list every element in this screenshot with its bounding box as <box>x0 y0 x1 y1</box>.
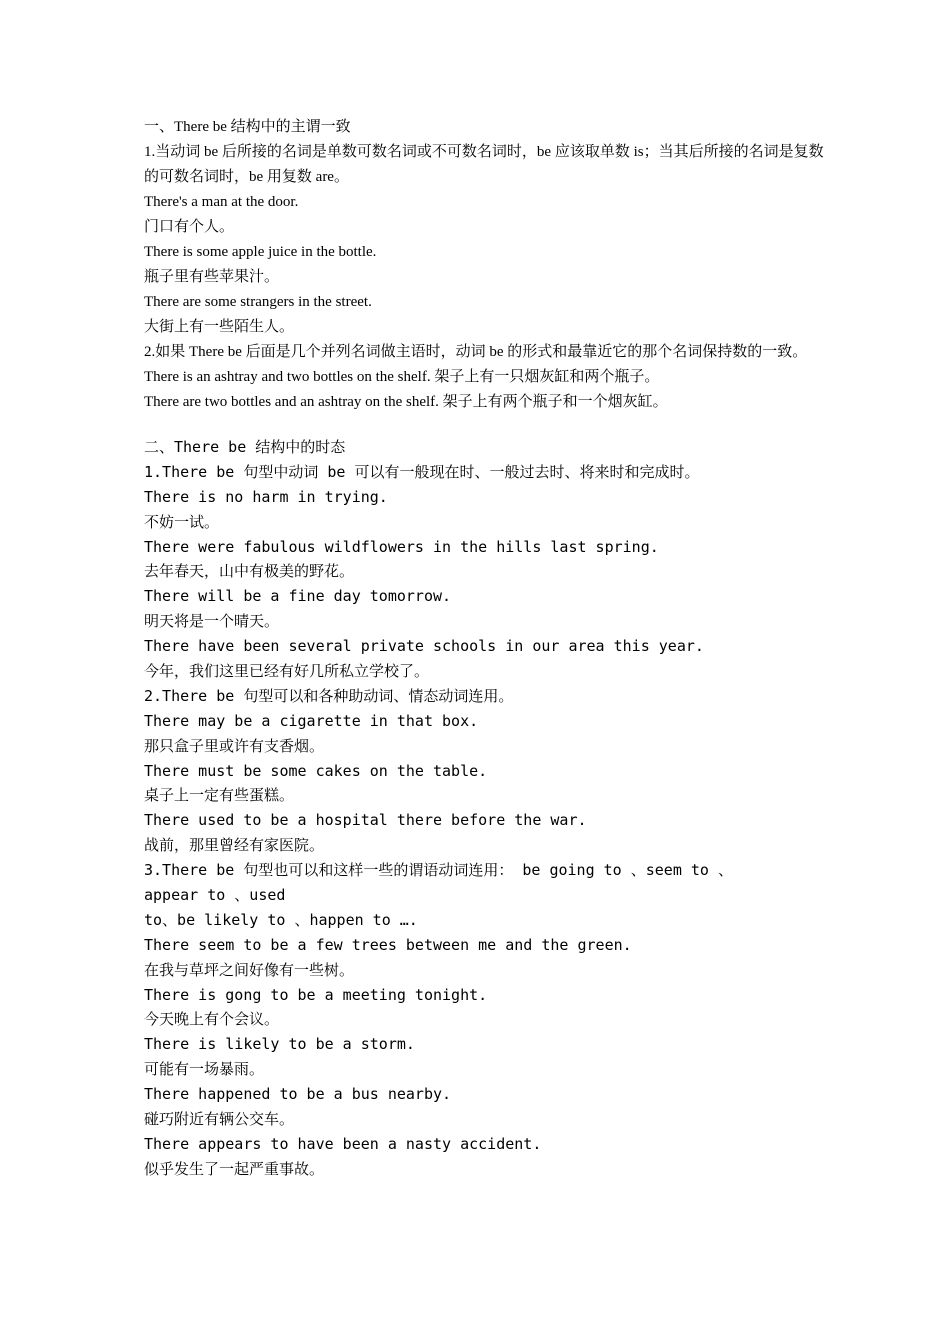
rule-paragraph: 2.如果 There be 后面是几个并列名词做主语时，动词 be 的形式和最靠近它的那个名词保持数的一致。 <box>144 344 808 360</box>
text-line: There used to be a hospital there before the war. <box>144 811 587 830</box>
text-line: 3.There be 句型也可以和这样一些的谓语动词连用： be going to 、seem to 、 <box>144 861 733 880</box>
example-line: 门口有个人。 <box>144 219 235 235</box>
text-line: 今天晚上有个会议。 <box>144 1010 280 1029</box>
text-line: 桌子上一定有些蛋糕。 <box>144 786 295 805</box>
text-line: to、be likely to 、happen to …. <box>144 910 418 929</box>
text-line: appear to 、used <box>144 886 286 905</box>
example-line: There's a man at the door. <box>144 194 299 210</box>
text-line: 2.There be 句型可以和各种助动词、情态动词连用。 <box>144 686 514 705</box>
text-line: There were fabulous wildflowers in the hills last spring. <box>144 537 659 556</box>
text-line: 在我与草坪之间好像有一些树。 <box>144 960 355 979</box>
example-line: There is an ashtray and two bottles on the shelf. 架子上有一只烟灰缸和两个瓶子。 <box>144 369 660 385</box>
text-line: There have been several private schools in our area this year. <box>144 637 704 656</box>
section-heading: 一、There be 结构中的主谓一致 <box>144 119 351 135</box>
text-line: 1.There be 句型中动词 be 可以有一般现在时、一般过去时、将来时和完成时。 <box>144 462 700 481</box>
text-line: There will be a fine day tomorrow. <box>144 587 452 606</box>
section-spacer <box>144 415 824 435</box>
text-line: 不妨一试。 <box>144 512 220 531</box>
text-line: 今年，我们这里已经有好几所私立学校了。 <box>144 662 430 681</box>
text-line: There seem to be a few trees between me and the green. <box>144 935 632 954</box>
text-line: There is no harm in trying. <box>144 487 388 506</box>
example-line: There are some strangers in the street. <box>144 294 372 310</box>
example-line: There are two bottles and an ashtray on the shelf. 架子上有两个瓶子和一个烟灰缸。 <box>144 394 668 410</box>
example-line: 大街上有一些陌生人。 <box>144 319 295 335</box>
example-line: 瓶子里有些苹果汁。 <box>144 269 280 285</box>
text-line: 明天将是一个晴天。 <box>144 612 280 631</box>
text-line: There appears to have been a nasty accident. <box>144 1134 542 1153</box>
section-subject-verb-agreement <box>144 115 824 415</box>
text-line: There is gong to be a meeting tonight. <box>144 985 488 1004</box>
section-heading: 二、There be 结构中的时态 <box>144 438 346 456</box>
text-line: There is likely to be a storm. <box>144 1035 415 1054</box>
text-line: 那只盒子里或许有支香烟。 <box>144 736 325 755</box>
text-line: There happened to be a bus nearby. <box>144 1085 452 1104</box>
text-line: 去年春天，山中有极美的野花。 <box>144 562 355 581</box>
text-line: 可能有一场暴雨。 <box>144 1060 265 1079</box>
section-tenses <box>144 435 824 1182</box>
text-line: 似乎发生了一起严重事故。 <box>144 1159 325 1178</box>
text-line: There may be a cigarette in that box. <box>144 711 479 730</box>
text-line: 战前，那里曾经有家医院。 <box>144 836 325 855</box>
document-page <box>144 115 824 1182</box>
rule-paragraph: 1.当动词 be 后所接的名词是单数可数名词或不可数名词时，be 应该取单数 is；当其后所接的名词是复数的可数名词时，be 用复数 are。 <box>144 144 824 185</box>
text-line: There must be some cakes on the table. <box>144 761 488 780</box>
text-line: 碰巧附近有辆公交车。 <box>144 1110 295 1129</box>
example-line: There is some apple juice in the bottle. <box>144 244 377 260</box>
